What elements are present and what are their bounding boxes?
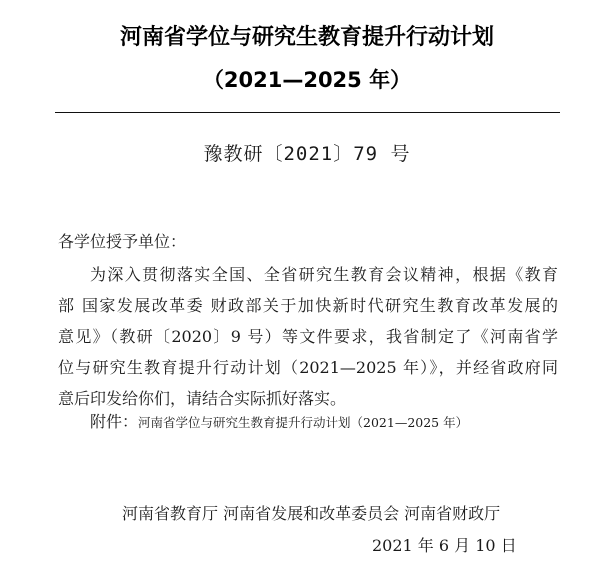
body-line: 意见》（教研〔2020〕9 号）等文件要求，我省制定了《河南省学 (58, 327, 558, 346)
body-line: 位与研究生教育提升行动计划（2021—2025 年）》，并经省政府同 (58, 358, 558, 377)
body-paragraph (58, 259, 558, 414)
document-title: 河南省学位与研究生教育提升行动计划 (119, 25, 494, 50)
issuing-authorities: 河南省教育厅 河南省发展和改革委员会 河南省财政厅 (122, 504, 501, 523)
attachment-line (90, 411, 468, 434)
attachment-label: 附件： (90, 412, 139, 431)
body-line: 部 国家发展改革委 财政部关于加快新时代研究生教育改革发展的 (58, 296, 558, 315)
body-line: 意后印发给你们，请结合实际抓好落实。 (58, 389, 347, 408)
issue-date: 2021 年 6 月 10 日 (372, 536, 517, 555)
body-line: 为深入贯彻落实全国、全省研究生教育会议精神，根据《教育 (90, 265, 558, 284)
document-subtitle: （2021—2025 年） (202, 68, 412, 92)
salutation: 各学位授予单位： (58, 232, 187, 251)
header-divider (55, 112, 560, 113)
document-number: 豫教研〔2021〕79 号 (203, 143, 411, 165)
attachment-name: 河南省学位与研究生教育提升行动计划（2021—2025 年） (138, 415, 469, 430)
